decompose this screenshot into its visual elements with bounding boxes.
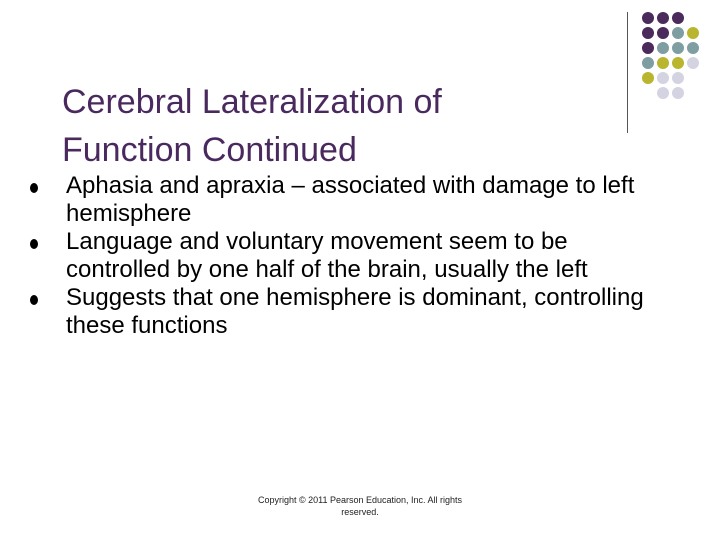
slide-title-line-2: Function Continued [62,131,357,169]
decorative-dot [687,27,699,39]
decorative-dot [657,87,669,99]
decorative-dot [672,27,684,39]
decorative-dot [672,42,684,54]
decorative-dot [672,57,684,69]
decorative-dot [657,12,669,24]
decorative-dot [687,42,699,54]
decorative-dot [657,72,669,84]
bullet-item [18,284,678,340]
bullet-dot-icon [30,295,38,305]
bullet-item [18,172,678,228]
bullet-text: Suggests that one hemisphere is dominant, controlling these functions [66,284,644,339]
decorative-dot [657,57,669,69]
slide-title [62,78,582,174]
decorative-dot [642,27,654,39]
bullet-text: Language and voluntary movement seem to be controlled by one half of the brain, usually the left [66,228,588,283]
decorative-dot [642,57,654,69]
decorative-dot [672,12,684,24]
decorative-dot [642,12,654,24]
copyright-notice: Copyright © 2011 Pearson Education, Inc. All rights reserved. [257,495,463,517]
decorative-dot [642,42,654,54]
decorative-dot [657,27,669,39]
decorative-dot [657,42,669,54]
title-divider-line [627,12,628,133]
bullet-text: Aphasia and apraxia – associated with damage to left hemisphere [66,172,635,227]
slide-title-line-1: Cerebral Lateralization of [62,83,442,121]
decorative-dot [642,72,654,84]
decorative-dot [687,57,699,69]
bullet-dot-icon [30,183,38,193]
bullet-item [18,228,678,284]
bullet-dot-icon [30,239,38,249]
decorative-dot [672,87,684,99]
bullet-list [18,172,678,340]
decorative-dot [672,72,684,84]
